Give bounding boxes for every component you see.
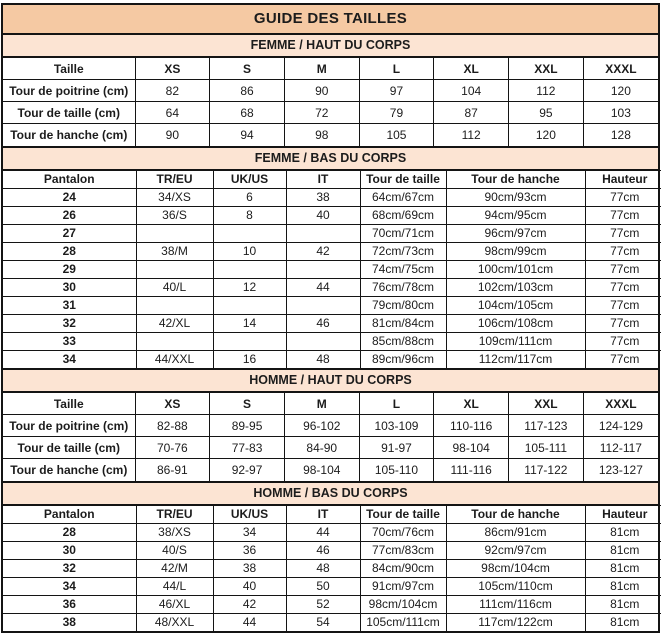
section-heading: FEMME / HAUT DU CORPS <box>3 35 658 57</box>
row-label: Tour de taille (cm) <box>3 437 135 459</box>
cell: 105-111 <box>509 437 584 459</box>
cell: 68cm/69cm <box>360 206 446 224</box>
row-label: 33 <box>3 332 136 350</box>
cell: 36 <box>213 541 286 559</box>
cell: 112-117 <box>583 437 658 459</box>
cell: 90 <box>135 124 210 146</box>
size-table <box>3 392 658 481</box>
column-header: Pantalon <box>3 170 136 188</box>
column-header: TR/EU <box>136 170 213 188</box>
cell: 34/XS <box>136 188 213 206</box>
cell <box>136 332 213 350</box>
table-row <box>3 595 661 613</box>
cell: 86cm/91cm <box>446 523 585 541</box>
cell: 40/S <box>136 541 213 559</box>
row-label: 32 <box>3 314 136 332</box>
guide-title: GUIDE DES TAILLES <box>3 5 658 33</box>
cell: 84-90 <box>284 437 359 459</box>
cell: 94 <box>210 124 285 146</box>
cell: 77cm <box>585 350 661 368</box>
cell: 98cm/104cm <box>446 559 585 577</box>
cell: 94cm/95cm <box>446 206 585 224</box>
cell: 96cm/97cm <box>446 224 585 242</box>
cell: 123-127 <box>583 459 658 481</box>
column-header: IT <box>286 170 360 188</box>
cell: 87 <box>434 102 509 124</box>
cell: 46/XL <box>136 595 213 613</box>
cell: 89-95 <box>210 415 285 437</box>
cell: 86-91 <box>135 459 210 481</box>
sections <box>3 33 658 631</box>
row-label: 34 <box>3 350 136 368</box>
cell: 120 <box>583 80 658 102</box>
column-header: XL <box>434 58 509 80</box>
cell: 77cm <box>585 188 661 206</box>
cell: 98-104 <box>284 459 359 481</box>
table-row <box>3 350 661 368</box>
section-heading: HOMME / HAUT DU CORPS <box>3 370 658 392</box>
cell: 103-109 <box>359 415 434 437</box>
cell: 38 <box>213 559 286 577</box>
table-row <box>3 314 661 332</box>
row-label: 29 <box>3 260 136 278</box>
table-row <box>3 278 661 296</box>
column-header: UK/US <box>213 505 286 523</box>
cell: 42/XL <box>136 314 213 332</box>
cell: 85cm/88cm <box>360 332 446 350</box>
cell: 95 <box>509 102 584 124</box>
cell: 44/L <box>136 577 213 595</box>
row-label: 30 <box>3 541 136 559</box>
column-header: Tour de hanche <box>446 505 585 523</box>
table-row <box>3 459 658 481</box>
cell: 105-110 <box>359 459 434 481</box>
cell: 40 <box>213 577 286 595</box>
table-row <box>3 541 661 559</box>
table-row <box>3 577 661 595</box>
cell: 81cm <box>585 577 661 595</box>
cell: 104cm/105cm <box>446 296 585 314</box>
cell: 46 <box>286 314 360 332</box>
column-header: XS <box>135 58 210 80</box>
cell: 77-83 <box>210 437 285 459</box>
table-row <box>3 415 658 437</box>
cell <box>213 296 286 314</box>
cell: 112cm/117cm <box>446 350 585 368</box>
column-header: Hauteur <box>585 170 661 188</box>
cell <box>286 260 360 278</box>
cell: 48 <box>286 559 360 577</box>
cell: 81cm/84cm <box>360 314 446 332</box>
table-row <box>3 188 661 206</box>
row-label: 32 <box>3 559 136 577</box>
cell: 70cm/76cm <box>360 523 446 541</box>
column-header: L <box>359 393 434 415</box>
cell: 100cm/101cm <box>446 260 585 278</box>
column-header: L <box>359 58 434 80</box>
section-homme-bas-du-corps <box>3 481 658 632</box>
cell: 40/L <box>136 278 213 296</box>
column-header: XXL <box>509 58 584 80</box>
row-label: 28 <box>3 242 136 260</box>
cell: 117cm/122cm <box>446 613 585 631</box>
cell: 44 <box>286 278 360 296</box>
cell: 98-104 <box>434 437 509 459</box>
cell: 52 <box>286 595 360 613</box>
cell: 16 <box>213 350 286 368</box>
cell: 40 <box>286 206 360 224</box>
header-row <box>3 505 661 523</box>
row-label: Tour de taille (cm) <box>3 102 135 124</box>
cell: 105cm/111cm <box>360 613 446 631</box>
cell: 12 <box>213 278 286 296</box>
cell: 81cm <box>585 595 661 613</box>
cell: 102cm/103cm <box>446 278 585 296</box>
section-homme-haut-du-corps <box>3 368 658 481</box>
cell: 81cm <box>585 523 661 541</box>
cell: 109cm/111cm <box>446 332 585 350</box>
cell: 105 <box>359 124 434 146</box>
column-header: XL <box>434 393 509 415</box>
cell: 44 <box>213 613 286 631</box>
cell: 97 <box>359 80 434 102</box>
cell <box>136 224 213 242</box>
cell: 124-129 <box>583 415 658 437</box>
cell: 84cm/90cm <box>360 559 446 577</box>
cell: 106cm/108cm <box>446 314 585 332</box>
column-header: XXXL <box>583 393 658 415</box>
cell: 117-122 <box>509 459 584 481</box>
row-label: Tour de hanche (cm) <box>3 459 135 481</box>
row-label: 26 <box>3 206 136 224</box>
table-row <box>3 206 661 224</box>
size-guide-table <box>1 3 660 633</box>
cell: 98cm/99cm <box>446 242 585 260</box>
row-label: 31 <box>3 296 136 314</box>
cell: 82 <box>135 80 210 102</box>
cell: 81cm <box>585 613 661 631</box>
row-label: 28 <box>3 523 136 541</box>
cell: 117-123 <box>509 415 584 437</box>
column-header: IT <box>286 505 360 523</box>
column-header: M <box>284 58 359 80</box>
section-femme-bas-du-corps <box>3 146 658 369</box>
cell <box>286 224 360 242</box>
header-row <box>3 393 658 415</box>
cell: 44/XXL <box>136 350 213 368</box>
column-header: UK/US <box>213 170 286 188</box>
cell: 90cm/93cm <box>446 188 585 206</box>
cell: 68 <box>210 102 285 124</box>
cell: 50 <box>286 577 360 595</box>
column-header: XXL <box>509 393 584 415</box>
column-header: Hauteur <box>585 505 661 523</box>
cell: 86 <box>210 80 285 102</box>
cell: 46 <box>286 541 360 559</box>
cell: 36/S <box>136 206 213 224</box>
table-row <box>3 242 661 260</box>
table-row <box>3 613 661 631</box>
cell: 74cm/75cm <box>360 260 446 278</box>
cell <box>213 224 286 242</box>
table-row <box>3 260 661 278</box>
column-header: Pantalon <box>3 505 136 523</box>
column-header: TR/EU <box>136 505 213 523</box>
cell: 6 <box>213 188 286 206</box>
cell: 96-102 <box>284 415 359 437</box>
table-row <box>3 102 658 124</box>
row-label: 24 <box>3 188 136 206</box>
row-label: 30 <box>3 278 136 296</box>
cell: 14 <box>213 314 286 332</box>
column-header: S <box>210 58 285 80</box>
cell <box>286 332 360 350</box>
table-row <box>3 559 661 577</box>
cell: 112 <box>509 80 584 102</box>
cell: 91-97 <box>359 437 434 459</box>
row-label: Tour de hanche (cm) <box>3 124 135 146</box>
column-header: Tour de hanche <box>446 170 585 188</box>
table-row <box>3 437 658 459</box>
cell: 98 <box>284 124 359 146</box>
cell: 120 <box>509 124 584 146</box>
column-header: XS <box>135 393 210 415</box>
cell: 64cm/67cm <box>360 188 446 206</box>
row-label: Tour de poitrine (cm) <box>3 80 135 102</box>
cell: 77cm <box>585 278 661 296</box>
cell: 77cm <box>585 224 661 242</box>
cell: 81cm <box>585 541 661 559</box>
cell: 81cm <box>585 559 661 577</box>
cell: 64 <box>135 102 210 124</box>
cell: 111cm/116cm <box>446 595 585 613</box>
column-header: S <box>210 393 285 415</box>
row-label: 34 <box>3 577 136 595</box>
cell: 128 <box>583 124 658 146</box>
cell: 79cm/80cm <box>360 296 446 314</box>
section-heading: HOMME / BAS DU CORPS <box>3 483 658 505</box>
cell: 111-116 <box>434 459 509 481</box>
cell: 76cm/78cm <box>360 278 446 296</box>
column-header: Taille <box>3 58 135 80</box>
cell: 77cm <box>585 242 661 260</box>
cell: 104 <box>434 80 509 102</box>
cell: 77cm <box>585 314 661 332</box>
table-row <box>3 80 658 102</box>
row-label: 38 <box>3 613 136 631</box>
cell: 92-97 <box>210 459 285 481</box>
size-table <box>3 57 658 146</box>
cell: 10 <box>213 242 286 260</box>
cell: 90 <box>284 80 359 102</box>
cell <box>286 296 360 314</box>
cell: 38/M <box>136 242 213 260</box>
cell: 48/XXL <box>136 613 213 631</box>
cell: 89cm/96cm <box>360 350 446 368</box>
row-label: Tour de poitrine (cm) <box>3 415 135 437</box>
cell: 54 <box>286 613 360 631</box>
cell: 72cm/73cm <box>360 242 446 260</box>
header-row <box>3 58 658 80</box>
cell: 82-88 <box>135 415 210 437</box>
cell <box>213 260 286 278</box>
section-femme-haut-du-corps <box>3 33 658 146</box>
cell: 38/XS <box>136 523 213 541</box>
cell: 103 <box>583 102 658 124</box>
cell: 105cm/110cm <box>446 577 585 595</box>
cell: 110-116 <box>434 415 509 437</box>
header-row <box>3 170 661 188</box>
cell: 77cm <box>585 206 661 224</box>
table-row <box>3 523 661 541</box>
cell: 8 <box>213 206 286 224</box>
cell: 42/M <box>136 559 213 577</box>
cell: 38 <box>286 188 360 206</box>
section-heading: FEMME / BAS DU CORPS <box>3 148 658 170</box>
cell: 34 <box>213 523 286 541</box>
cell: 79 <box>359 102 434 124</box>
cell: 44 <box>286 523 360 541</box>
cell: 70cm/71cm <box>360 224 446 242</box>
cell: 48 <box>286 350 360 368</box>
size-table <box>3 170 661 369</box>
cell: 72 <box>284 102 359 124</box>
table-row <box>3 224 661 242</box>
cell <box>213 332 286 350</box>
cell: 77cm <box>585 260 661 278</box>
column-header: Tour de taille <box>360 170 446 188</box>
cell: 77cm/83cm <box>360 541 446 559</box>
cell: 112 <box>434 124 509 146</box>
cell <box>136 296 213 314</box>
cell: 77cm <box>585 332 661 350</box>
cell: 77cm <box>585 296 661 314</box>
size-table <box>3 505 661 632</box>
cell <box>136 260 213 278</box>
cell: 70-76 <box>135 437 210 459</box>
table-row <box>3 332 661 350</box>
column-header: M <box>284 393 359 415</box>
column-header: XXXL <box>583 58 658 80</box>
table-row <box>3 296 661 314</box>
column-header: Tour de taille <box>360 505 446 523</box>
row-label: 27 <box>3 224 136 242</box>
column-header: Taille <box>3 393 135 415</box>
table-row <box>3 124 658 146</box>
cell: 42 <box>286 242 360 260</box>
cell: 92cm/97cm <box>446 541 585 559</box>
cell: 42 <box>213 595 286 613</box>
cell: 98cm/104cm <box>360 595 446 613</box>
row-label: 36 <box>3 595 136 613</box>
cell: 91cm/97cm <box>360 577 446 595</box>
